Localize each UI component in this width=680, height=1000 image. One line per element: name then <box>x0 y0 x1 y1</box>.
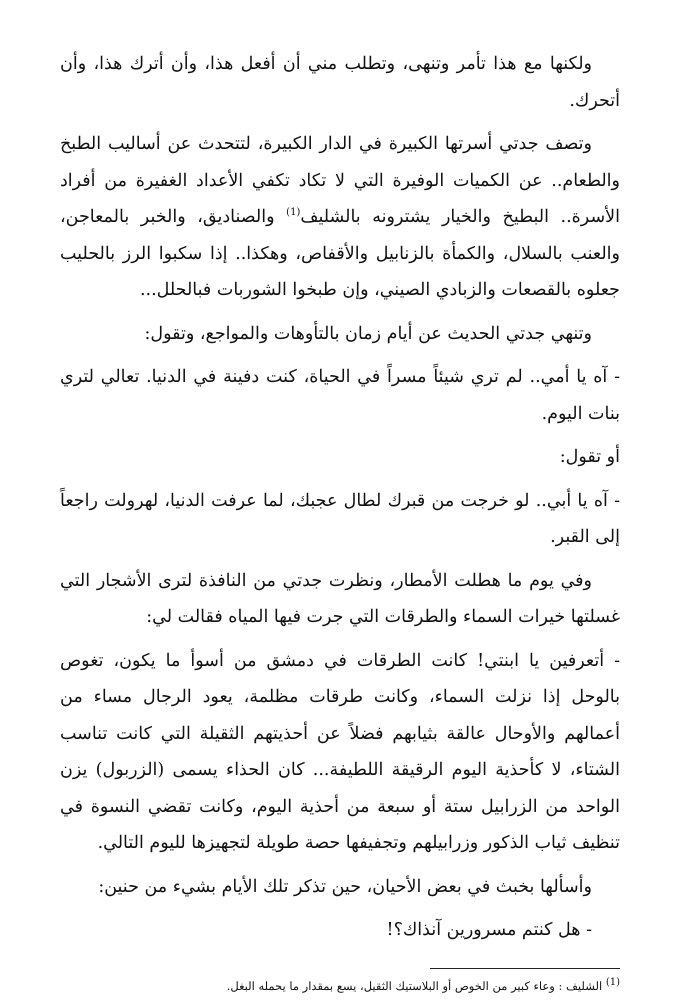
footnote-divider <box>430 968 620 969</box>
paragraph-6: وأسألها بخبث في بعض الأحيان، حين تذكر تلك الأيام بشيء من حنين: <box>98 876 592 897</box>
paragraph-3: وتنهي جدتي الحديث عن أيام زمان بالتأوهات والمواجع، وتقول: <box>144 323 592 344</box>
quote-4: - هل كنتم مسرورين آنذاك؟! <box>386 920 592 940</box>
quote-2: - آه يا أبي.. لو خرجت من قبرك لطال عجبك، لما عرفت الدنيا، لهرولت راجعاً إلى القبر. <box>60 490 620 547</box>
body-text <box>60 46 620 949</box>
paragraph-4: أو تقول: <box>559 447 620 467</box>
footnote <box>40 978 620 994</box>
footnote-marker: (1) <box>605 977 620 989</box>
paragraph-2-continuation: البطيخ والخيار يشترونه بالشليف <box>300 207 549 227</box>
quote-3: - أتعرفين يا ابنتي! كانت الطرقات في دمشق من أسوأ ما يكون، تغوص بالوحل إذا نزلت السماء، وكانت طرقات مظلمة، يعود الرجال مساء من أعمالهم والأوحال عالقة بثيابهم فضلاً عن أحذيتهم الثقيلة التي كانت تناسب الشتاء، لا كأحذية اليوم الرقيقة اللطيفة... كان الحذاء يسمى (الزربول) يزن الواحد من الزرابيل ستة أو سبعة من أحذية اليوم، وكانت تقضي النسوة في تنظيف ثياب الذكور وزرابيلهم وتجفيفها حصة طويلة لتجهيزها لليوم التالي. <box>60 650 620 853</box>
paragraph-2-text: وتصف جدتي أسرتها الكبيرة في الدار الكبيرة، لتتحدث عن أساليب الطبخ والطعام.. عن الكميات الوفيرة التي لا تكاد تكفي الأعداد الغفيرة من أفراد الأسرة.. <box>60 134 620 227</box>
paragraph-2 <box>60 126 620 309</box>
footnote-text: الشليف : وعاء كبير من الخوص أو البلاستيك الثقيل، يسع بمقدار ما يحمله البغل. <box>226 979 603 993</box>
quote-1: - آه يا أمي.. لم تري شيئاً مسراً في الحياة، كنت دفينة في الدنيا. تعالي لتري بنات اليوم. <box>60 367 620 424</box>
paragraph-1: ولكنها مع هذا تأمر وتنهى، وتطلب مني أن أفعل هذا، وأن أترك هذا، وأن أتحرك. <box>60 54 620 111</box>
paragraph-5: وفي يوم ما هطلت الأمطار، ونظرت جدتي من النافذة لترى الأشجار التي غسلتها خيرات السماء والطرقات التي جرت فيها المياه فقالت لي: <box>60 570 620 627</box>
paragraph-2-end: والصناديق، والخبر بالمعاجن، والعنب بالسلال، والكمأة بالزنابيل والأقفاص، وهكذا.. إذا سكبوا الرز بالحليب جعلوه بالقصعات والزبادي الصيني، وإن طبخوا الشوربات فبالحلل... <box>60 207 620 300</box>
footnote-reference: (1) <box>286 207 301 219</box>
